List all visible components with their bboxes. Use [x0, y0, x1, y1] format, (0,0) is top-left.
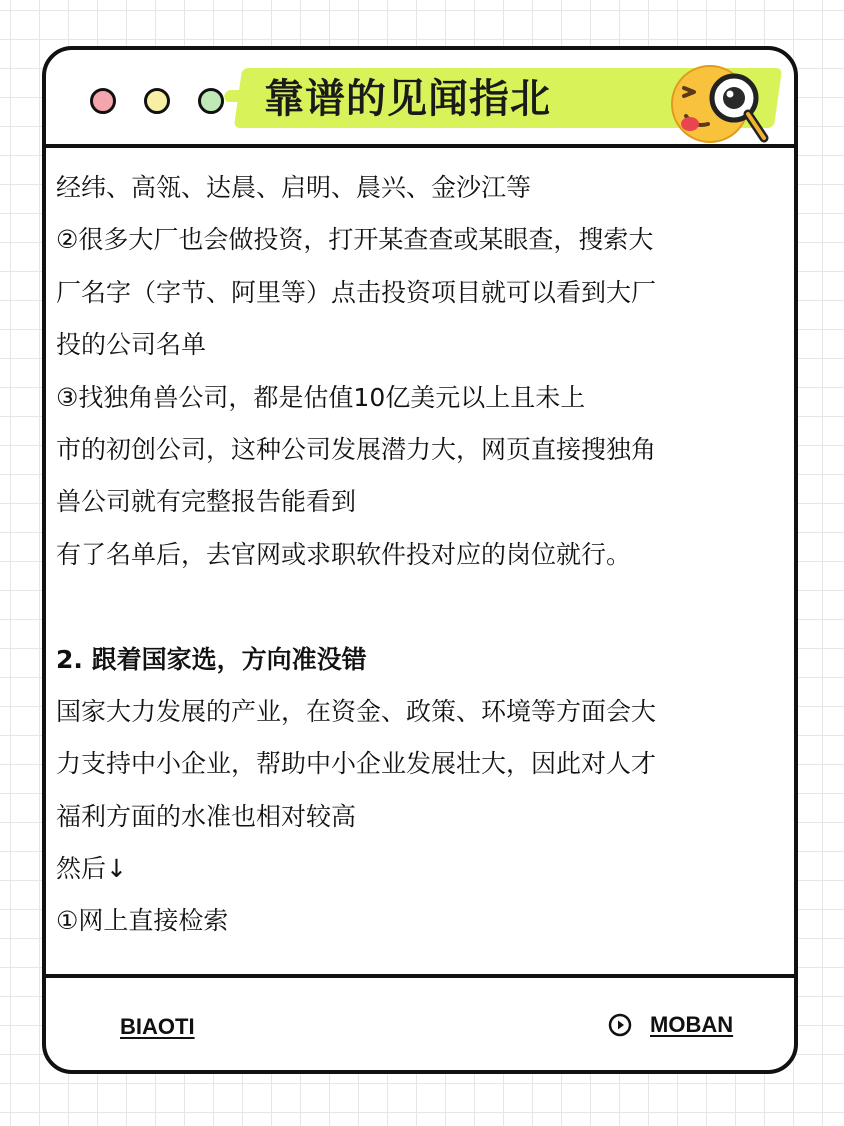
green-dot [198, 88, 224, 114]
footer-right-label: MOBAN [650, 1012, 734, 1037]
red-dot [90, 88, 116, 114]
footer-right-link[interactable] [608, 1012, 733, 1038]
footer-left-link[interactable]: BIAOTI [120, 1014, 195, 1039]
text-line: 有了名单后，去官网或求职软件投对应的岗位就行。 [56, 539, 632, 569]
text-line: 市的初创公司，这种公司发展潜力大，网页直接搜独角 [56, 434, 657, 464]
yellow-dot [144, 88, 170, 114]
text-line: 然后↓ [56, 854, 127, 884]
text-line: ②很多大厂也会做投资，打开某查查或某眼查，搜索大 [56, 225, 654, 255]
text-line: 力支持中小企业，帮助中小企业发展壮大，因此对人才 [56, 749, 657, 779]
text-line: 厂名字（字节、阿里等）点击投资项目就可以看到大厂 [56, 277, 657, 307]
text-line: 经纬、高瓴、达晨、启明、晨兴、金沙江等 [56, 173, 532, 202]
page-title: 靠谱的见闻指北 [264, 76, 551, 122]
text-line: 投的公司名单 [56, 330, 207, 360]
text-line: 兽公司就有完整报告能看到 [56, 487, 357, 517]
footer-bar [46, 974, 794, 1074]
thinking-magnifier-emoji-icon [664, 54, 772, 150]
text-line: 国家大力发展的产业，在资金、政策、环境等方面会大 [56, 696, 657, 726]
section-heading: 2. 跟着国家选，方向准没错 [56, 644, 367, 674]
text-line: ①网上直接检索 [56, 906, 229, 936]
text-line: 福利方面的水准也相对较高 [56, 801, 357, 831]
card-window [42, 46, 798, 1074]
article-body [56, 162, 766, 948]
title-bar [46, 50, 794, 148]
play-circle-icon [608, 1013, 632, 1037]
text-line: ③找独角兽公司，都是估值10亿美元以上且未上 [56, 382, 586, 412]
blank-line [56, 581, 766, 633]
